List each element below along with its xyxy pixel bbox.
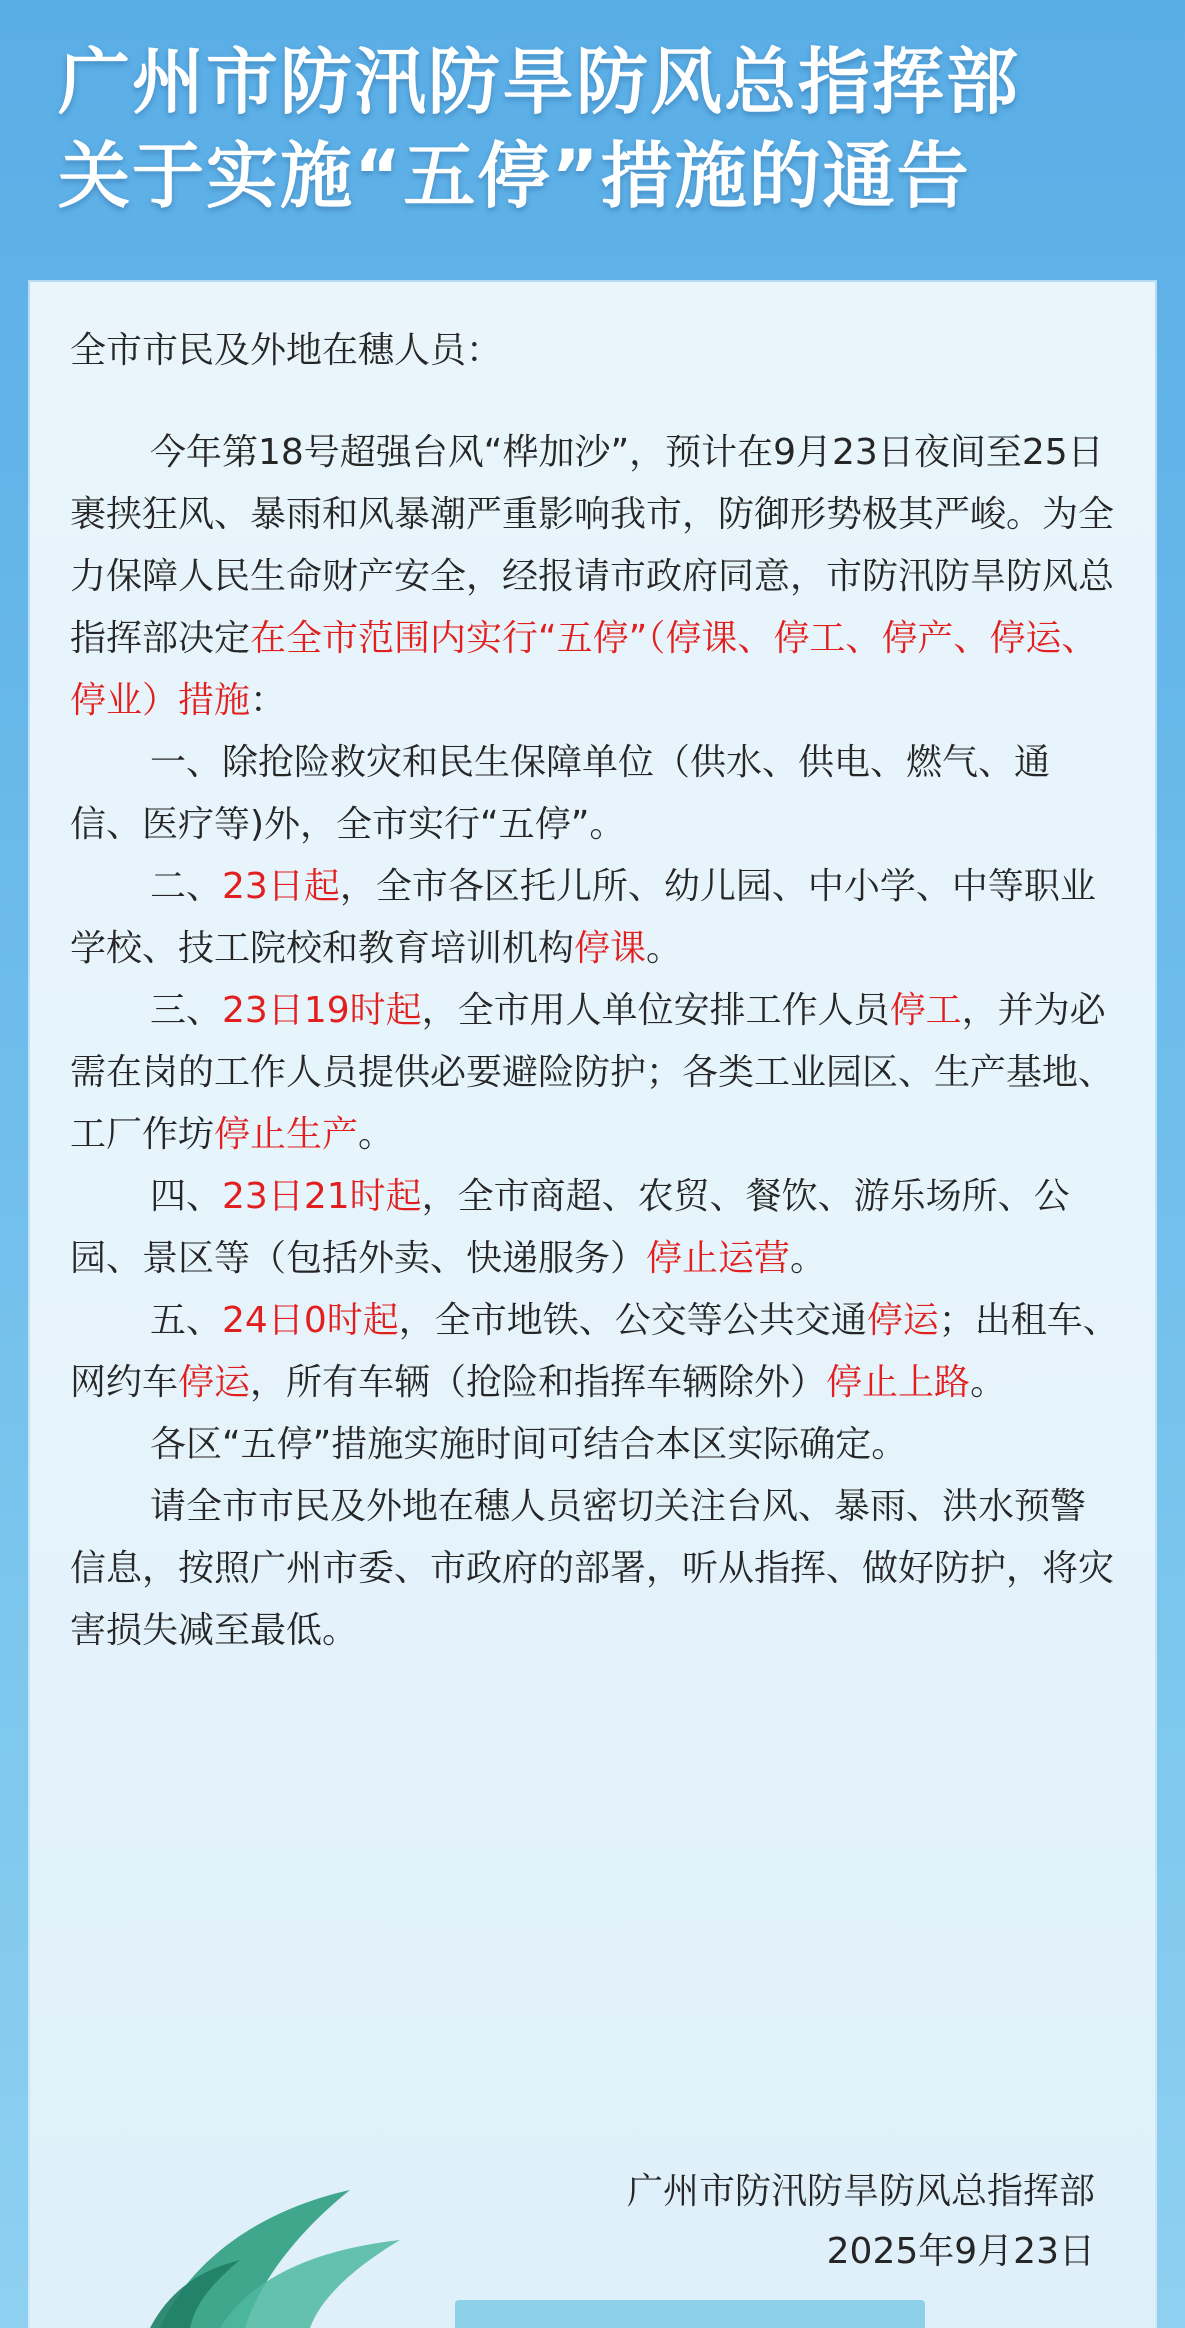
leaf-decoration-icon — [150, 2170, 410, 2328]
item-3-prefix: 三、 — [150, 990, 223, 1031]
item-2-action: 停课 — [574, 928, 647, 969]
salutation: 全市市民及外地在穗人员： — [70, 330, 503, 371]
item-3-text-2: ，并为必需在岗的工作人员提供必要避险防护；各类工业园区、生产基地、工厂作坊 — [70, 990, 1115, 1155]
item-1: 一、除抢险救灾和民生保障单位（供水、供电、燃气、通信、医疗等)外，全市实行“五停”。 — [70, 742, 1051, 845]
district-note: 各区“五停”措施实施时间可结合本区实际确定。 — [150, 1424, 908, 1465]
notice-paper — [30, 282, 1155, 2328]
item-2-time: 23日起 — [222, 866, 340, 907]
notice-body — [70, 320, 1120, 1662]
item-2-text: ，全市各区托儿所、幼儿园、中小学、中等职业学校、技工院校和教育培训机构 — [70, 866, 1096, 969]
intro-text: 今年第18号超强台风“桦加沙”，预计在9月23日夜间至25日裹挟狂风、暴雨和风暴潮严重影响我市，防御形势极其严峻。为全力保障人民生命财产安全，经报请市政府同意，市防汛防旱防风总指挥部决定 — [70, 432, 1115, 659]
intro-highlight: 在全市范围内实行“五停”（停课、停工、停产、停运、停业）措施 — [70, 618, 1098, 721]
header-banner — [0, 0, 1185, 280]
item-2-prefix: 二、 — [150, 866, 223, 907]
item-5-action-1: 停运 — [866, 1300, 939, 1341]
item-5 — [70, 1290, 1120, 1414]
item-4-end: 。 — [790, 1238, 827, 1279]
item-3-end: 。 — [358, 1114, 395, 1155]
signature-date: 2025年9月23日 — [826, 2231, 1095, 2272]
signature-block — [595, 2162, 1095, 2282]
item-5-action-3: 停止上路 — [826, 1362, 971, 1403]
item-5-action-2: 停运 — [178, 1362, 251, 1403]
item-5-time: 24日0时起 — [222, 1300, 399, 1341]
title-line-1: 广州市防汛防旱防风总指挥部 — [58, 40, 1021, 124]
item-2 — [70, 856, 1120, 980]
item-5-prefix: 五、 — [150, 1300, 223, 1341]
item-4-action: 停止运营 — [646, 1238, 791, 1279]
item-3-time: 23日19时起 — [222, 990, 422, 1031]
title-line-2: 关于实施“五停”措施的通告 — [58, 134, 971, 218]
closing-paragraph: 请全市市民及外地在穗人员密切关注台风、暴雨、洪水预警信息，按照广州市委、市政府的部署，听从指挥、做好防护，将灾害损失减至最低。 — [70, 1486, 1115, 1651]
intro-paragraph — [70, 422, 1120, 732]
item-3 — [70, 980, 1120, 1166]
item-4-text: ，全市商超、农贸、餐饮、游乐场所、公园、景区等（包括外卖、快递服务） — [70, 1176, 1070, 1279]
item-5-end: 。 — [970, 1362, 1007, 1403]
item-5-text-2: ；出租车、网约车 — [70, 1300, 1119, 1403]
item-3-action-2: 停止生产 — [214, 1114, 359, 1155]
item-4-time: 23日21时起 — [222, 1176, 422, 1217]
item-3-text: ，全市用人单位安排工作人员 — [421, 990, 890, 1031]
item-2-end: 。 — [646, 928, 683, 969]
signature-org: 广州市防汛防旱防风总指挥部 — [626, 2171, 1095, 2212]
item-3-action-1: 停工 — [889, 990, 962, 1031]
bottom-decoration-bar — [455, 2300, 925, 2328]
item-4-prefix: 四、 — [150, 1176, 223, 1217]
item-4 — [70, 1166, 1120, 1290]
item-5-text-3: ，所有车辆（抢险和指挥车辆除外） — [250, 1362, 827, 1403]
intro-colon: ： — [250, 680, 287, 721]
item-5-text: ，全市地铁、公交等公共交通 — [398, 1300, 867, 1341]
